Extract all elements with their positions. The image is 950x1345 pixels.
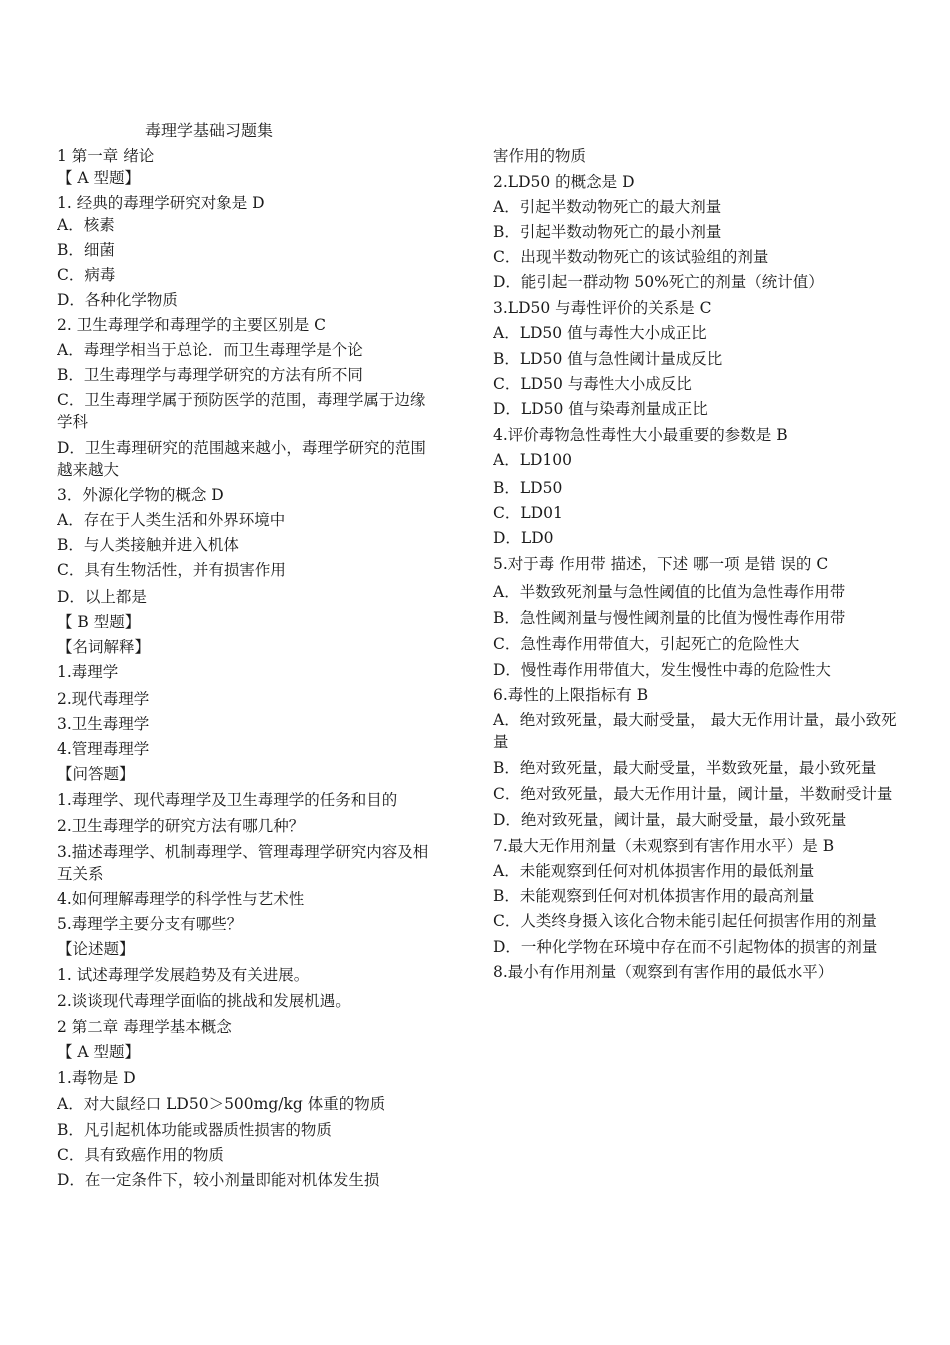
section-heading: 【问答题】 xyxy=(57,765,135,783)
answer-option: A．LD50 值与毒性大小成正比 xyxy=(493,324,707,342)
question: 6.毒性的上限指标有 B xyxy=(493,686,649,704)
answer-option: A．半数致死剂量与急性阈值的比值为急性毒作用带 xyxy=(493,583,846,601)
answer-option: D．卫生毒理研究的范围越来越小，毒理学研究的范围越来越大 xyxy=(57,439,426,479)
question: 1. 经典的毒理学研究对象是 D xyxy=(57,194,265,212)
term-item: 3.卫生毒理学 xyxy=(57,715,150,733)
section-heading: 【 A 型题】 xyxy=(57,169,141,187)
answer-option: A．未能观察到任何对机体损害作用的最低剂量 xyxy=(493,862,815,880)
answer-option: D．绝对致死量，阈计量，最大耐受量，最小致死量 xyxy=(493,811,847,829)
section-heading: 【名词解释】 xyxy=(57,638,151,656)
question: 4.评价毒物急性毒性大小最重要的参数是 B xyxy=(493,426,788,444)
answer-option: D．以上都是 xyxy=(57,588,147,606)
answer-option: C．具有生物活性，并有损害作用 xyxy=(57,561,286,579)
answer-option: B．卫生毒理学与毒理学研究的方法有所不同 xyxy=(57,366,363,384)
answer-option: C．LD50 与毒性大小成反比 xyxy=(493,375,692,393)
answer-option: A．对大鼠经口 LD50＞500mg/kg 体重的物质 xyxy=(57,1095,386,1113)
question: 1.毒物是 D xyxy=(57,1069,136,1087)
answer-option: B．凡引起机体功能或器质性损害的物质 xyxy=(57,1121,332,1139)
answer-option: A．引起半数动物死亡的最大剂量 xyxy=(493,198,722,216)
answer-option: D．能引起一群动物 50%死亡的剂量（统计值） xyxy=(493,273,824,291)
answer-option: D．各种化学物质 xyxy=(57,291,178,309)
answer-option: A．绝对致死量，最大耐受量， 最大无作用计量，最小致死量 xyxy=(493,711,897,751)
answer-option: D．LD0 xyxy=(493,529,554,547)
chapter-heading: 1 第一章 绪论 xyxy=(57,147,155,165)
question: 2. 卫生毒理学和毒理学的主要区别是 C xyxy=(57,316,327,334)
answer-option: C．急性毒作用带值大，引起死亡的危险性大 xyxy=(493,635,800,653)
qa-item: 2.卫生毒理学的研究方法有哪几种？ xyxy=(57,817,305,835)
question: 5.对于毒 作用带 描述，下述 哪一项 是错 误的 C xyxy=(493,555,829,573)
answer-option: C．病毒 xyxy=(57,266,116,284)
question: 2.LD50 的概念是 D xyxy=(493,173,635,191)
answer-option: B．引起半数动物死亡的最小剂量 xyxy=(493,223,722,241)
question: 7.最大无作用剂量（未观察到有害作用水平）是 B xyxy=(493,837,835,855)
qa-item: 3.描述毒理学、机制毒理学、管理毒理学研究内容及相互关系 xyxy=(57,843,429,883)
answer-option-continued: 害作用的物质 xyxy=(493,147,587,165)
answer-option: A．存在于人类生活和外界环境中 xyxy=(57,511,286,529)
term-item: 2.现代毒理学 xyxy=(57,690,150,708)
essay-item: 2.谈谈现代毒理学面临的挑战和发展机遇。 xyxy=(57,992,351,1010)
section-heading: 【 B 型题】 xyxy=(57,613,141,631)
answer-option: A．LD100 xyxy=(493,451,572,469)
document-title: 毒理学基础习题集 xyxy=(145,121,274,140)
qa-item: 4.如何理解毒理学的科学性与艺术性 xyxy=(57,890,305,908)
answer-option: B．LD50 xyxy=(493,479,563,497)
term-item: 4.管理毒理学 xyxy=(57,740,150,758)
qa-item: 1.毒理学、现代毒理学及卫生毒理学的任务和目的 xyxy=(57,791,398,809)
question: 3．外源化学物的概念 D xyxy=(57,486,224,504)
answer-option: D．一种化学物在环境中存在而不引起物体的损害的剂量 xyxy=(493,938,878,956)
answer-option: B．细菌 xyxy=(57,241,115,259)
answer-option: A．核素 xyxy=(57,216,115,234)
answer-option: D．在一定条件下，较小剂量即能对机体发生损 xyxy=(57,1171,380,1189)
term-item: 1.毒理学 xyxy=(57,663,119,681)
answer-option: C．绝对致死量，最大无作用计量，阈计量，半数耐受计量 xyxy=(493,785,893,803)
answer-option: C．卫生毒理学属于预防医学的范围，毒理学属于边缘学科 xyxy=(57,391,426,431)
answer-option: B．未能观察到任何对机体损害作用的最高剂量 xyxy=(493,887,815,905)
right-column xyxy=(493,145,898,983)
section-heading: 【 A 型题】 xyxy=(57,1043,141,1061)
left-column xyxy=(57,145,435,1191)
answer-option: B．LD50 值与急性阈计量成反比 xyxy=(493,350,723,368)
answer-option: C．人类终身摄入该化合物未能引起任何损害作用的剂量 xyxy=(493,912,877,930)
question: 3.LD50 与毒性评价的关系是 C xyxy=(493,299,712,317)
answer-option: C．具有致癌作用的物质 xyxy=(57,1146,224,1164)
essay-item: 1. 试述毒理学发展趋势及有关进展。 xyxy=(57,966,310,984)
question: 8.最小有作用剂量（观察到有害作用的最低水平） xyxy=(493,963,834,981)
answer-option: B．绝对致死量，最大耐受量，半数致死量，最小致死量 xyxy=(493,759,877,777)
section-heading: 【论述题】 xyxy=(57,940,135,958)
answer-option: D．LD50 值与染毒剂量成正比 xyxy=(493,400,708,418)
answer-option: B．急性阈剂量与慢性阈剂量的比值为慢性毒作用带 xyxy=(493,609,846,627)
answer-option: C．LD01 xyxy=(493,504,563,522)
answer-option: B．与人类接触并进入机体 xyxy=(57,536,239,554)
answer-option: A．毒理学相当于总论．而卫生毒理学是个论 xyxy=(57,341,363,359)
qa-item: 5.毒理学主要分支有哪些？ xyxy=(57,915,243,933)
chapter-heading: 2 第二章 毒理学基本概念 xyxy=(57,1018,232,1036)
answer-option: C．出现半数动物死亡的该试验组的剂量 xyxy=(493,248,769,266)
answer-option: D．慢性毒作用带值大，发生慢性中毒的危险性大 xyxy=(493,661,831,679)
